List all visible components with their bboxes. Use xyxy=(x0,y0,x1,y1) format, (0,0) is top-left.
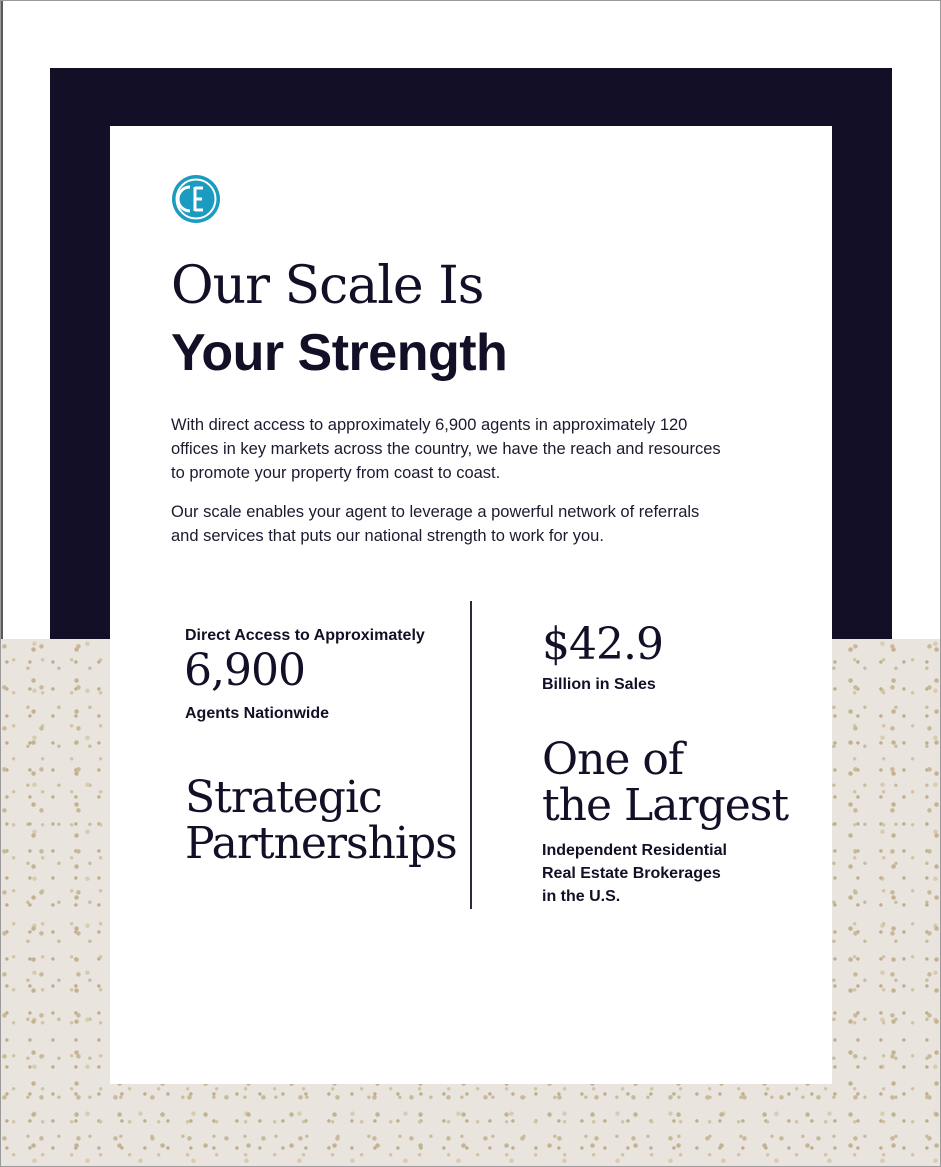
largest-label xyxy=(542,839,762,908)
largest-label-line-2: Real Estate Brokerages xyxy=(542,865,721,882)
agents-label-top: Direct Access to Approximately xyxy=(185,627,425,644)
largest-line-2: the Largest xyxy=(542,780,788,831)
largest-line-1: One of xyxy=(542,734,684,785)
stat-partnerships xyxy=(185,772,465,869)
heading-line-1: Our Scale Is xyxy=(171,256,484,316)
sales-value: $42.9 xyxy=(542,619,663,670)
scale-paragraph: Our scale enables your agent to leverage a powerful network of referrals and services that puts our national strength to work for you. xyxy=(171,503,700,545)
stats-divider xyxy=(470,601,472,909)
largest-label-line-1: Independent Residential xyxy=(542,842,727,859)
agents-value: 6,900 xyxy=(184,645,305,696)
brokerage-logo-icon xyxy=(171,174,221,224)
partnerships-line-1: Strategic xyxy=(185,772,382,823)
stat-largest xyxy=(542,734,812,831)
agents-label-bottom: Agents Nationwide xyxy=(185,705,330,722)
intro-paragraph: With direct access to approximately 6,900 agents in approximately 120 offices in key markets across the country, we have the reach and resources to promote your property from coast to coast. xyxy=(171,416,721,482)
largest-label-line-3: in the U.S. xyxy=(542,888,621,905)
sales-label: Billion in Sales xyxy=(542,676,656,693)
heading-line-2: Your Strength xyxy=(171,324,508,382)
partnerships-line-2: Partnerships xyxy=(185,818,457,869)
